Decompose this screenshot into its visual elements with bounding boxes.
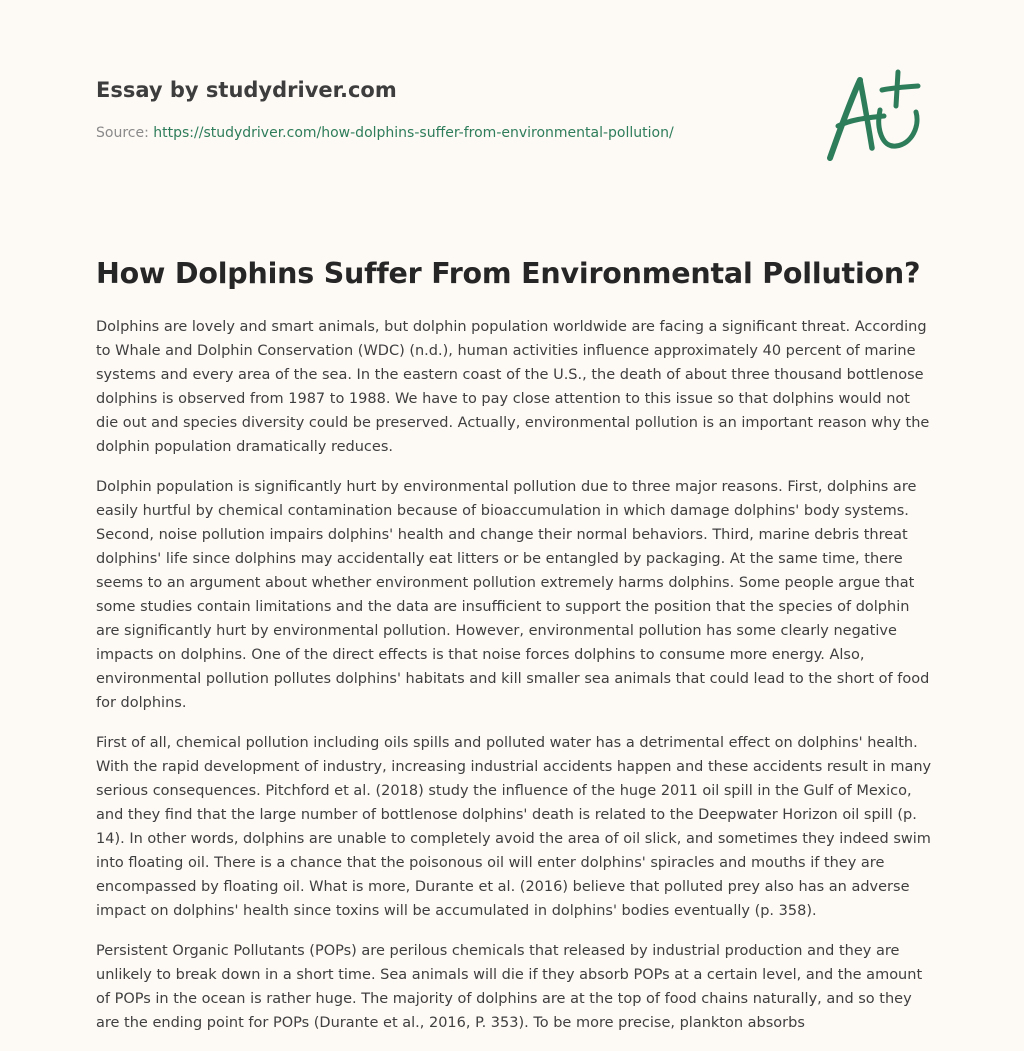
essay-content: [96, 255, 932, 1051]
essay-title: How Dolphins Suffer From Environmental Pollution?: [96, 257, 921, 290]
source-label: Source:: [96, 125, 149, 141]
essay-paragraph: Persistent Organic Pollutants (POPs) are perilous chemicals that released by industrial production and they are unlikely to break down in a short time. Sea animals will die if they absorb POPs at a certain level, and the amount of POPs in the ocean is rather huge. The majority of dolphins are at the top of food chains naturally, and so they are the ending point for POPs (Durante et al., 2016, P. 353). To be more precise, plankton absorbs: [96, 943, 923, 1031]
source-line: [96, 124, 796, 142]
site-title: Essay by studydriver.com: [96, 78, 397, 102]
essay-paragraph: Dolphin population is significantly hurt by environmental pollution due to three major reasons. First, dolphins are easily hurtful by chemical contamination because of bioaccumulation in which damage dolphins' body systems. Second, noise pollution impairs dolphins' health and change their normal behaviors. Third, marine debris threat dolphins' life since dolphins may accidentally eat litters or be entangled by packaging. At the same time, there seems to an argument about whether environment pollution extremely harms dolphins. Some people argue that some studies contain limitations and the data are insufficient to support the position that the species of dolphin are significantly hurt by environmental pollution. However, environmental pollution has some clearly negative impacts on dolphins. One of the direct effects is that noise forces dolphins to consume more energy. Also, environmental pollution pollutes dolphins' habitats and kill smaller sea animals that could lead to the short of food for dolphins.: [96, 479, 930, 711]
essay-paragraph: First of all, chemical pollution including oils spills and polluted water has a detrimental effect on dolphins' health. With the rapid development of industry, increasing industrial accidents happen and these accidents result in many serious consequences. Pitchford et al. (2018) study the influence of the huge 2011 oil spill in the Gulf of Mexico, and they find that the large number of bottlenose dolphins' death is related to the Deepwater Horizon oil spill (p. 14). In other words, dolphins are unable to completely avoid the area of oil slick, and sometimes they indeed swim into floating oil. There is a chance that the poisonous oil will enter dolphins' spiracles and mouths if they are encompassed by floating oil. What is more, Durante et al. (2016) believe that polluted prey also has an adverse impact on dolphins' health since toxins will be accumulated in dolphins' bodies eventually (p. 358).: [96, 735, 932, 919]
a-plus-logo-icon: [820, 66, 930, 166]
source-link[interactable]: https://studydriver.com/how-dolphins-suffer-from-environmental-pollution/: [153, 125, 674, 141]
essay-paragraph: Dolphins are lovely and smart animals, but dolphin population worldwide are facing a significant threat. According to Whale and Dolphin Conservation (WDC) (n.d.), human activities influence approximately 40 percent of marine systems and every area of the sea. In the eastern coast of the U.S., the death of about three thousand bottlenose dolphins is observed from 1987 to 1988. We have to pay close attention to this issue so that dolphins would not die out and species diversity could be preserved. Actually, environmental pollution is an important reason why the dolphin population dramatically reduces.: [96, 319, 930, 455]
header: [96, 76, 796, 142]
